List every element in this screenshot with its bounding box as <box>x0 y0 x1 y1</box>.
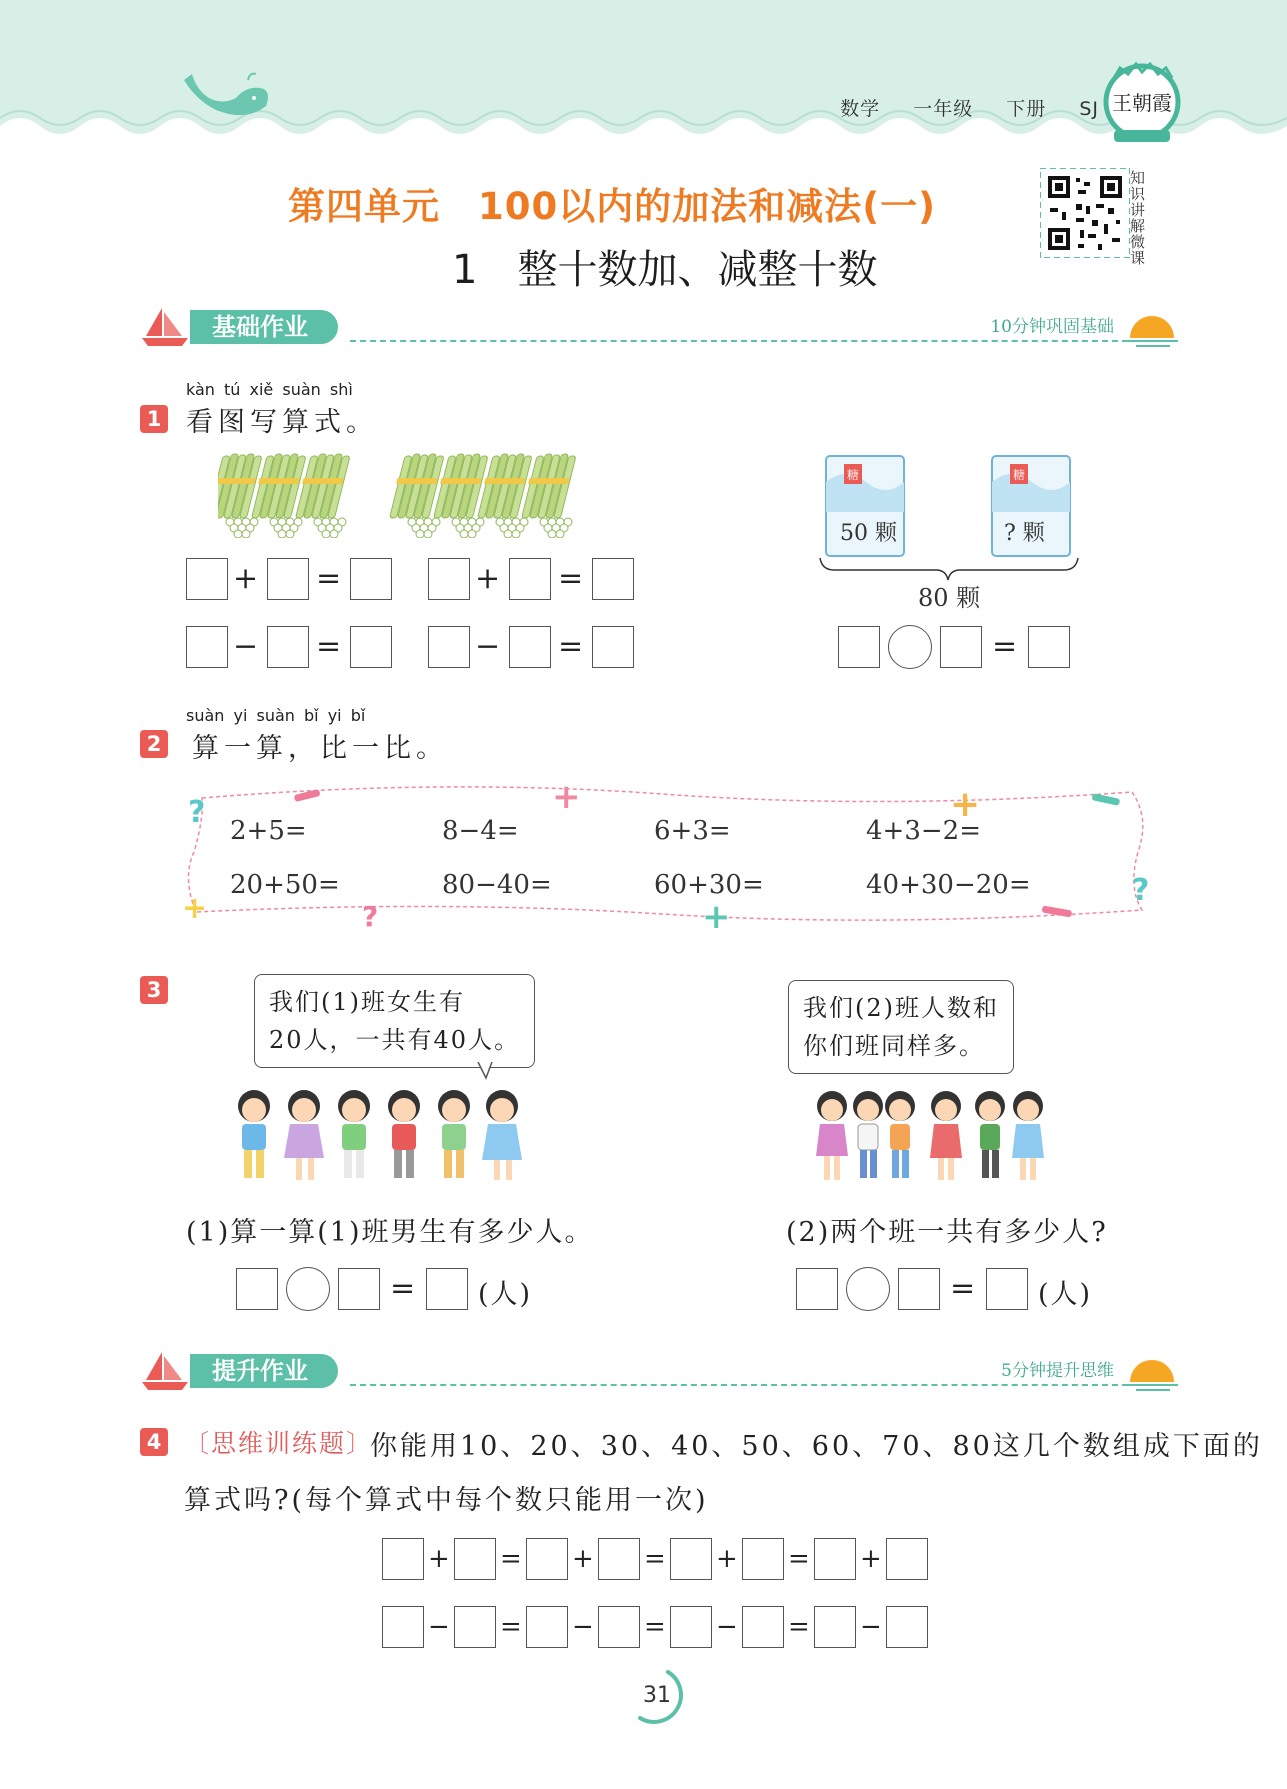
q2-text: 算一算，比一比。 <box>192 733 448 764</box>
answer-box[interactable] <box>509 558 551 600</box>
header-meta <box>824 94 1099 121</box>
plus-sign: + <box>428 1544 450 1574</box>
operator-circle[interactable] <box>286 1267 330 1311</box>
answer-box[interactable] <box>742 1606 784 1648</box>
answer-box[interactable] <box>267 558 309 600</box>
speech-bubble-right-line1: 我们(2)班人数和 <box>803 994 999 1022</box>
whale-icon <box>176 70 276 130</box>
class2-students-illustration <box>812 1086 1048 1190</box>
class1-students-illustration <box>232 1086 522 1190</box>
operator-circle[interactable] <box>888 625 932 669</box>
svg-text:?: ? <box>362 900 379 928</box>
svg-text:?: ? <box>188 795 206 830</box>
equals-sign: = <box>500 1544 522 1574</box>
answer-box[interactable] <box>592 558 634 600</box>
qr-code[interactable] <box>1040 168 1130 258</box>
minus-sign: − <box>475 629 501 664</box>
q2-expr-1-3: 6+3= <box>654 816 731 846</box>
svg-text:糖: 糖 <box>846 468 860 482</box>
section-basic-label: 基础作业 <box>190 310 338 344</box>
equals-sign: = <box>992 629 1018 664</box>
stick-bundles-illustration <box>218 452 598 538</box>
answer-box[interactable] <box>1028 626 1070 668</box>
plus-sign: + <box>475 561 501 596</box>
unit-label: (人) <box>478 1279 533 1310</box>
answer-box[interactable] <box>186 626 228 668</box>
plus-sign: + <box>572 1544 594 1574</box>
jar-left-count: 50 颗 <box>838 516 899 547</box>
equals-sign: = <box>500 1612 522 1642</box>
equals-sign: = <box>558 629 584 664</box>
svg-text:+: + <box>182 891 208 926</box>
equals-sign: = <box>788 1544 810 1574</box>
sun-icon <box>1126 308 1180 352</box>
minus-sign: − <box>428 1612 450 1642</box>
minus-sign: − <box>716 1612 738 1642</box>
plus-sign: + <box>233 561 259 596</box>
answer-box[interactable] <box>526 1606 568 1648</box>
unit-number: 第四单元 <box>288 185 440 228</box>
answer-box[interactable] <box>886 1606 928 1648</box>
q2-expr-2-1: 20+50= <box>230 870 340 900</box>
svg-text:?: ? <box>1132 873 1150 908</box>
brand-logo <box>1100 58 1184 152</box>
svg-text:+: + <box>702 897 731 928</box>
speech-bubble-right <box>788 980 1014 1074</box>
answer-box[interactable] <box>382 1538 424 1580</box>
equals-sign: = <box>788 1612 810 1642</box>
q3-badge: 3 <box>140 976 168 1004</box>
brand-logo-text: 王朝霞 <box>1112 91 1172 115</box>
answer-box[interactable] <box>428 626 470 668</box>
answer-box[interactable] <box>940 626 982 668</box>
operator-circle[interactable] <box>846 1267 890 1311</box>
jar-total: 80 颗 <box>918 584 981 612</box>
answer-box[interactable] <box>350 558 392 600</box>
answer-box[interactable] <box>796 1268 838 1310</box>
edition-label: SJ <box>1079 98 1099 120</box>
page-header <box>0 0 1287 140</box>
grade-label: 一年级 <box>913 98 974 120</box>
plus-sign: + <box>716 1544 738 1574</box>
lesson-title: 1 整十数加、减整十数 <box>452 247 878 293</box>
q2-expr-1-2: 8−4= <box>442 816 519 846</box>
answer-box[interactable] <box>338 1268 380 1310</box>
student <box>238 1090 270 1178</box>
equals-sign: = <box>644 1544 666 1574</box>
minus-sign: − <box>233 629 259 664</box>
section-basic-subtitle: 10分钟巩固基础 <box>990 317 1114 337</box>
answer-box[interactable] <box>267 626 309 668</box>
bubble-tail <box>476 1062 496 1082</box>
answer-box[interactable] <box>454 1606 496 1648</box>
section-divider <box>350 1384 1128 1386</box>
answer-box[interactable] <box>898 1268 940 1310</box>
answer-box[interactable] <box>382 1606 424 1648</box>
answer-box[interactable] <box>350 626 392 668</box>
q4-line1: 你能用10、20、30、40、50、60、70、80这几个数组成下面的 <box>370 1431 1263 1462</box>
q2-expr-1-1: 2+5= <box>230 816 307 846</box>
speech-bubble-right-line2: 你们班同样多。 <box>803 1032 985 1060</box>
equals-sign: = <box>316 561 342 596</box>
q2-expr-2-3: 60+30= <box>654 870 764 900</box>
q1-pinyin: kàn tú xiě suàn shì <box>186 380 353 399</box>
q1-badge: 1 <box>140 405 168 433</box>
q2-pinyin: suàn yi suàn bǐ yi bǐ <box>186 706 366 725</box>
answer-box[interactable] <box>186 558 228 600</box>
answer-box[interactable] <box>886 1538 928 1580</box>
sailboat-icon <box>140 1348 192 1394</box>
svg-text:糖: 糖 <box>1012 468 1026 482</box>
q4-tag: 〔思维训练题〕 <box>184 1429 374 1458</box>
subject-label: 数学 <box>840 98 881 120</box>
answer-box[interactable] <box>670 1606 712 1648</box>
sun-icon <box>1126 1352 1180 1396</box>
unit-title <box>288 176 936 230</box>
answer-box[interactable] <box>986 1268 1028 1310</box>
q2-expr-1-4: 4+3−2= <box>866 816 981 846</box>
calc-frame-decoration <box>182 778 1152 928</box>
answer-box[interactable] <box>670 1538 712 1580</box>
unit-label: (人) <box>1038 1279 1093 1310</box>
minus-sign: − <box>572 1612 594 1642</box>
answer-box[interactable] <box>526 1538 568 1580</box>
section-basic <box>140 304 1180 354</box>
page-number: 31 <box>643 1683 671 1708</box>
speech-bubble-left-line2: 20人，一共有40人。 <box>269 1026 521 1054</box>
equals-sign: = <box>316 629 342 664</box>
q2-badge: 2 <box>140 730 168 758</box>
speech-bubble-left-line1: 我们(1)班女生有 <box>269 988 465 1016</box>
q4-line2: 算式吗?(每个算式中每个数只能用一次) <box>184 1485 709 1516</box>
answer-box[interactable] <box>814 1606 856 1648</box>
q4-badge: 4 <box>140 1428 168 1456</box>
answer-box[interactable] <box>838 626 880 668</box>
q3-sub2: (2)两个班一共有多少人? <box>786 1217 1108 1248</box>
speech-bubble-left <box>254 974 535 1068</box>
svg-text:+: + <box>950 784 981 825</box>
answer-box[interactable] <box>592 626 634 668</box>
section-advanced-subtitle: 5分钟提升思维 <box>1001 1361 1114 1381</box>
answer-box[interactable] <box>598 1606 640 1648</box>
section-divider <box>350 340 1128 342</box>
answer-box[interactable] <box>426 1268 468 1310</box>
q2-expr-2-4: 40+30−20= <box>866 870 1031 900</box>
sailboat-icon <box>140 304 192 350</box>
qr-label: 知识讲解微课 <box>1130 169 1146 267</box>
equals-sign: = <box>558 561 584 596</box>
answer-box[interactable] <box>598 1538 640 1580</box>
equals-sign: = <box>390 1271 416 1306</box>
answer-box[interactable] <box>509 626 551 668</box>
q2-expr-2-2: 80−40= <box>442 870 552 900</box>
answer-box[interactable] <box>814 1538 856 1580</box>
unit-topic: 100以内的加法和减法(一) <box>478 185 937 228</box>
answer-box[interactable] <box>428 558 470 600</box>
answer-box[interactable] <box>454 1538 496 1580</box>
answer-box[interactable] <box>236 1268 278 1310</box>
minus-sign: − <box>860 1612 882 1642</box>
plus-sign: + <box>860 1544 882 1574</box>
volume-label: 下册 <box>1006 98 1047 120</box>
svg-text:+: + <box>552 778 581 817</box>
answer-box[interactable] <box>742 1538 784 1580</box>
section-advanced <box>140 1348 1180 1398</box>
section-advanced-label: 提升作业 <box>190 1354 338 1388</box>
equals-sign: = <box>950 1271 976 1306</box>
q3-sub1: (1)算一算(1)班男生有多少人。 <box>186 1217 594 1248</box>
jar-right-count: ? 颗 <box>1002 516 1047 547</box>
equals-sign: = <box>644 1612 666 1642</box>
q1-text: 看图写算式。 <box>186 407 378 438</box>
